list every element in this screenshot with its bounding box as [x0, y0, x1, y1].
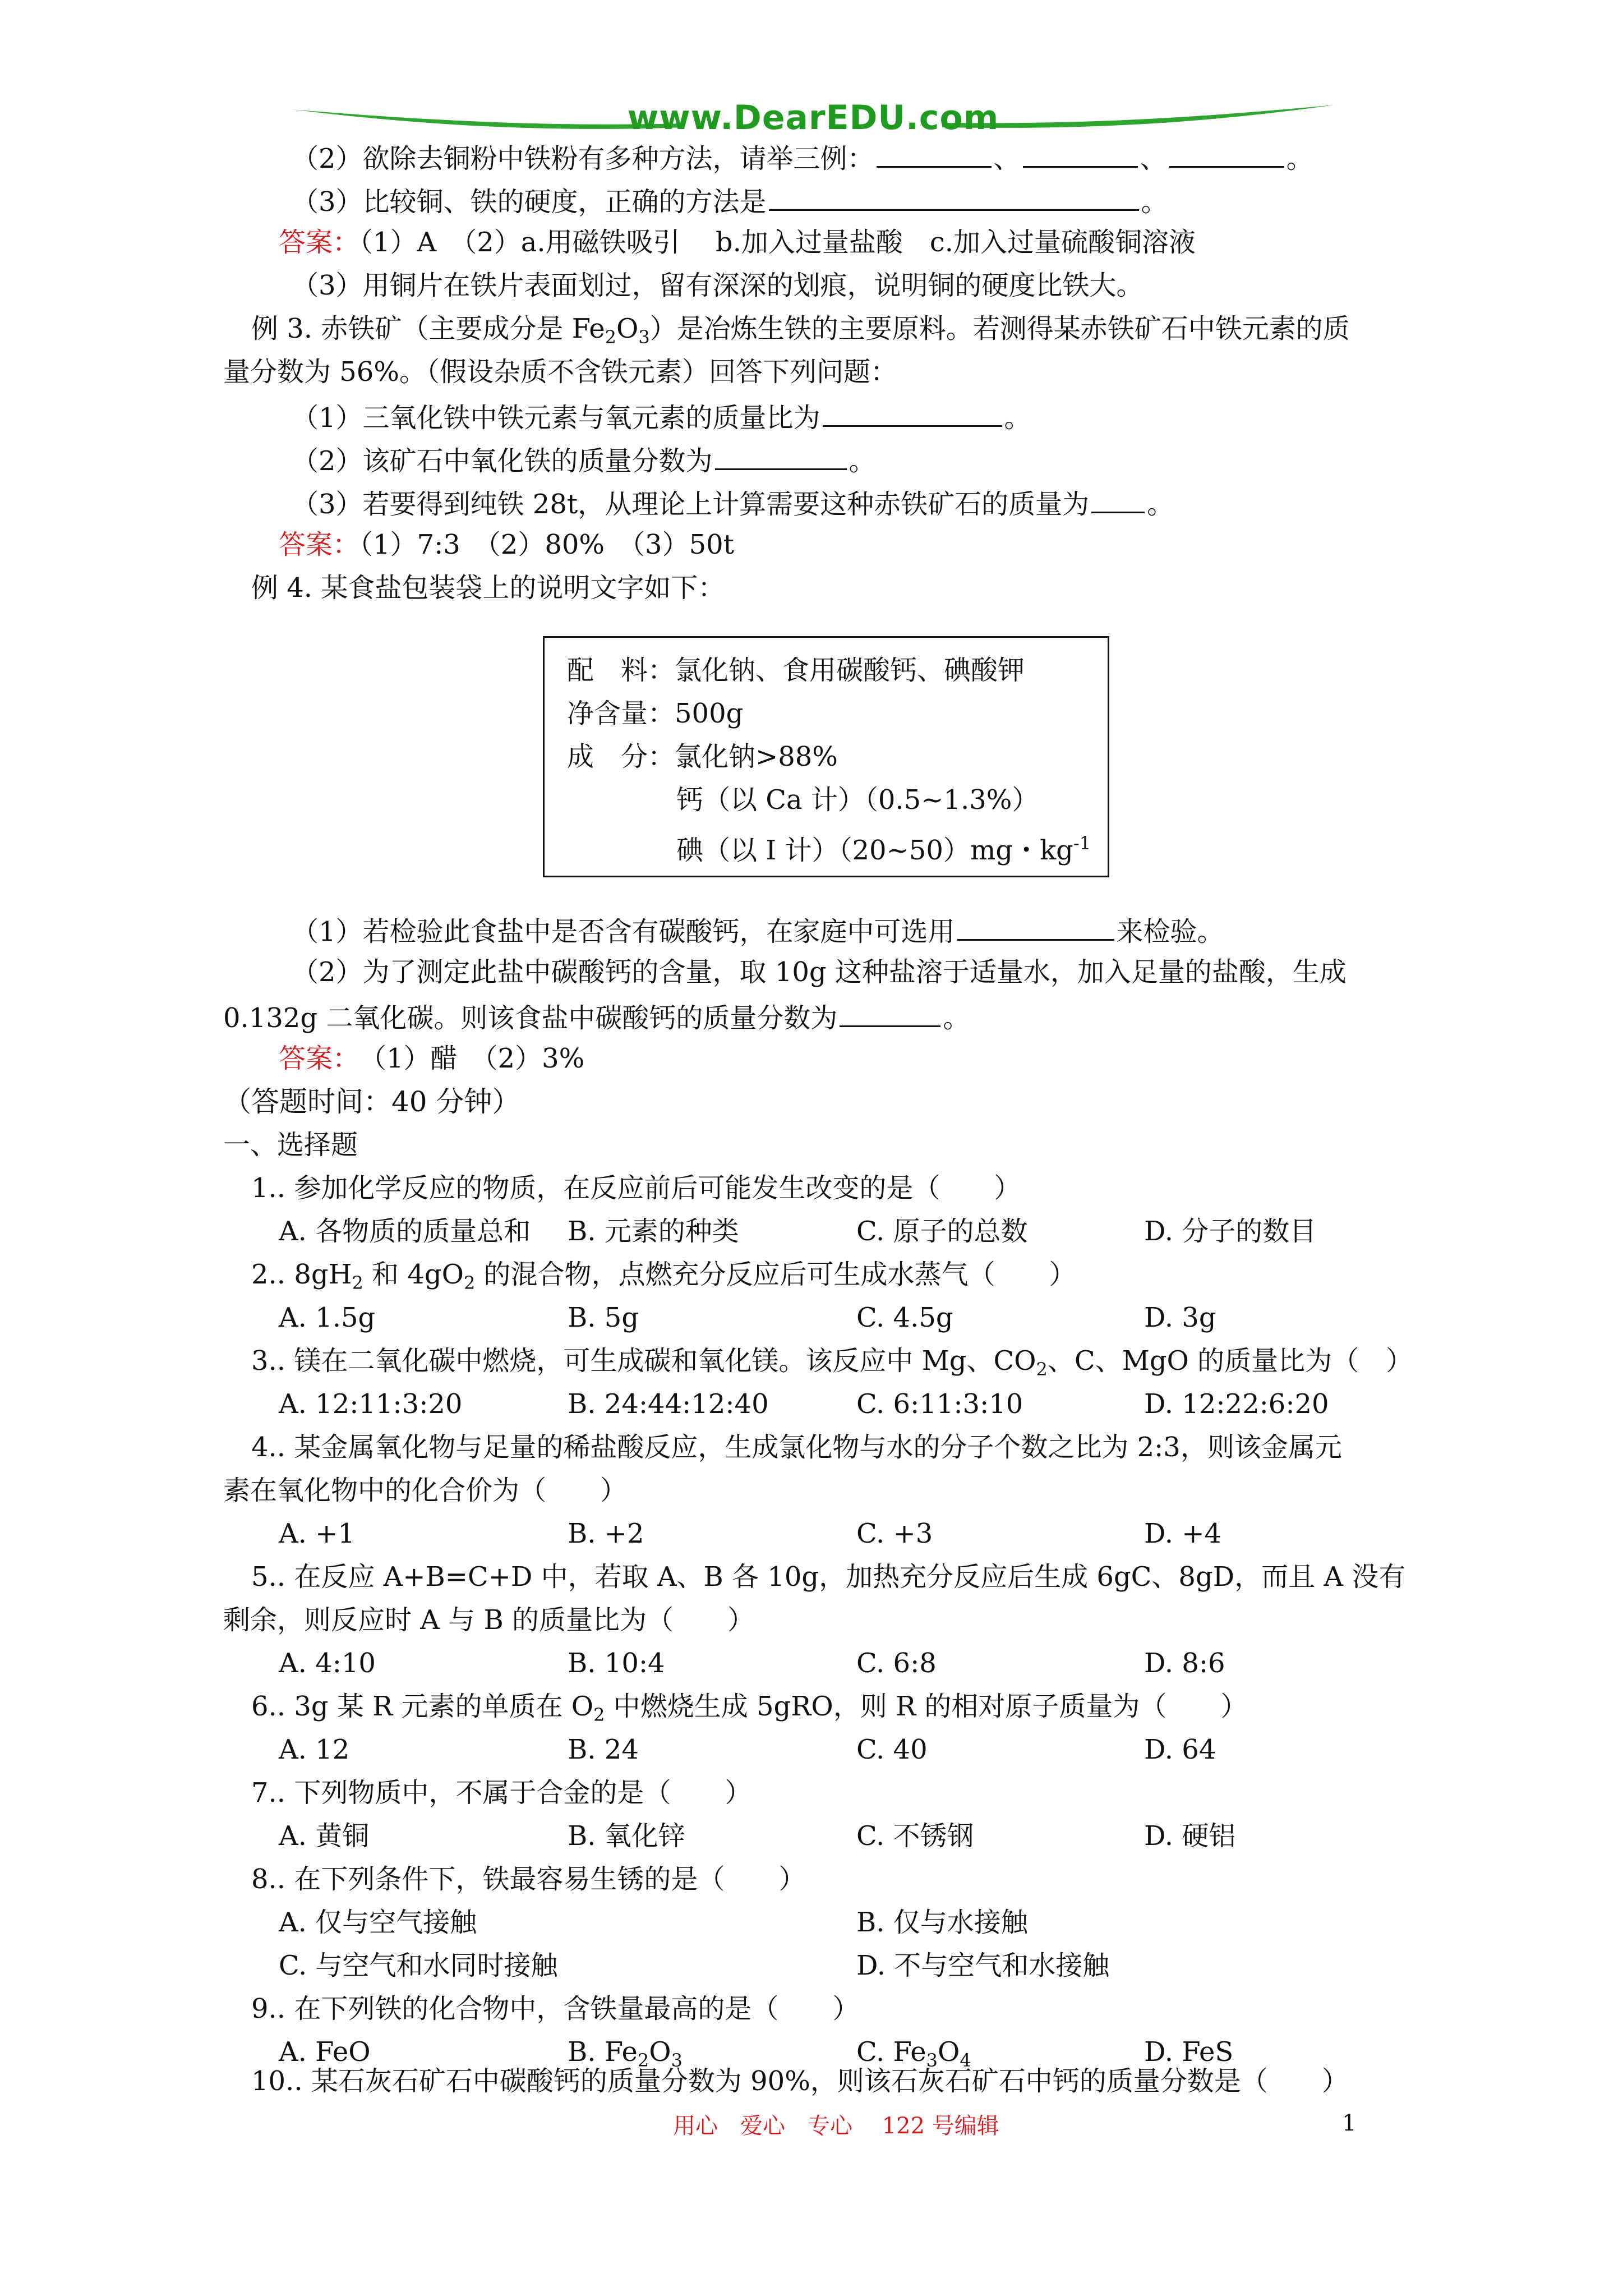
ex4-answer: 答案： （1）醋 （2）3%: [279, 1043, 585, 1074]
question-6-options: [279, 1733, 1513, 1766]
option-d: D. 3g: [1144, 1302, 1216, 1333]
answer-label: 答案：: [279, 529, 360, 560]
option-c: C. $Fe_3O_4$: [856, 2036, 971, 2071]
label-iodine: 碘（以 I 计）（20~50）mg・$kg^{-1}$: [676, 832, 1091, 866]
question-4-stem-2: 素在氧化物中的化合价为（ ）: [223, 1475, 628, 1506]
question-4-stem: 4.. 某金属氧化物与足量的稀盐酸反应，生成氯化物与水的分子个数之比为 2:3，则该金属元: [251, 1432, 1342, 1463]
ex4-intro: 例 4. 某食盐包装袋上的说明文字如下：: [251, 572, 725, 604]
option-d: D. 硬铝: [1144, 1820, 1236, 1852]
question-2-options: [279, 1301, 1513, 1335]
option-a: A. 仅与空气接触: [279, 1907, 477, 1938]
option-d: D. +4: [1144, 1518, 1222, 1549]
option-a: A. 4:10: [279, 1648, 376, 1679]
question-1-options: [279, 1214, 1513, 1248]
option-b: B. 10:4: [568, 1648, 665, 1679]
label-composition: 成 分：氯化钠>88%: [567, 741, 838, 772]
question-8-stem: 8.. 在下列条件下，铁最容易生锈的是（ ）: [251, 1864, 806, 1895]
option-a: A. 12:11:3:20: [279, 1388, 463, 1420]
option-b: B. +2: [568, 1518, 644, 1549]
option-a: A. FeO: [279, 2036, 371, 2068]
salt-label-box: [543, 636, 1109, 877]
ex3-question-2: （2）该矿石中氧化铁的质量分数为 。: [292, 441, 876, 478]
option-b: B. 24: [568, 1734, 639, 1765]
answer-label: 答案：: [279, 1043, 347, 1074]
option-a: A. 黄铜: [279, 1820, 370, 1852]
option-c: C. 6:8: [856, 1648, 937, 1679]
option-b: B. 氧化锌: [568, 1820, 685, 1852]
question-9-stem: 9.. 在下列铁的化合物中，含铁量最高的是（ ）: [251, 1993, 860, 2024]
question-1-stem: 1.. 参加化学反应的物质，在反应前后可能发生改变的是（ ）: [251, 1172, 1021, 1204]
answer-label: 答案：: [279, 227, 360, 258]
ex3-question-1: （1）三氧化铁中铁元素与氧元素的质量比为 。: [292, 398, 1031, 435]
option-c: C. 4.5g: [856, 1302, 953, 1333]
ex2-answer-2: （3）用铜片在铁片表面划过，留有深深的划痕，说明铜的硬度比铁大。: [292, 270, 1144, 301]
option-d: D. 12:22:6:20: [1144, 1388, 1329, 1420]
question-8-options-cd: [279, 1949, 1513, 1982]
option-b: B. 仅与水接触: [856, 1907, 1028, 1938]
ex2-question-2: （2）欲除去铜粉中铁粉有多种方法，请举三例： 、 、 。: [292, 139, 1313, 176]
question-3-stem: 3.. 镁在二氧化碳中燃烧，可生成碳和氧化镁。该反应中 Mg、$CO_2$、C、MgO 的质量比为（ ）: [251, 1345, 1413, 1380]
ex4-question-1: （1）若检验此食盐中是否含有碳酸钙，在家庭中可选用 来检验。: [292, 912, 1224, 949]
question-9-options: [279, 2035, 1513, 2069]
option-c: C. +3: [856, 1518, 933, 1549]
option-b: B. 24:44:12:40: [568, 1388, 769, 1420]
ex4-question-2: （2）为了测定此盐中碳酸钙的含量，取 10g 这种盐溶于适量水，加入足量的盐酸，生成: [292, 956, 1347, 988]
option-d: D. FeS: [1144, 2036, 1234, 2068]
option-c: C. 6:11:3:10: [856, 1388, 1023, 1420]
question-8-options-ab: [279, 1906, 1513, 1939]
label-calcium: 钙（以 Ca 计）（0.5~1.3%）: [676, 784, 1039, 816]
question-7-options: [279, 1819, 1513, 1853]
option-a: A. 1.5g: [279, 1302, 376, 1333]
option-b: B. $Fe_2O_3$: [568, 2036, 683, 2071]
ex3-stem-2: 量分数为 56%。（假设杂质不含铁元素）回答下列问题：: [223, 356, 897, 388]
question-4-options: [279, 1517, 1513, 1550]
ex2-answer: 答案：（1）A （2）a.用磁铁吸引 b.加入过量盐酸 c.加入过量硫酸铜溶液: [279, 227, 1196, 258]
label-ingredients: 配 料：氯化钠、食用碳酸钙、碘酸钾: [567, 655, 1025, 686]
option-b: B. 元素的种类: [568, 1216, 739, 1247]
footer-text: 用心 爱心 专心 122 号编辑: [673, 2113, 999, 2139]
option-b: B. 5g: [568, 1302, 639, 1333]
question-5-stem-2: 剩余，则反应时 A 与 B 的质量比为（ ）: [223, 1604, 754, 1636]
label-net-content: 净含量：500g: [567, 698, 744, 729]
section-title: 一、选择题: [223, 1129, 358, 1161]
question-3-options: [279, 1387, 1513, 1421]
option-d: D. 不与空气和水接触: [856, 1950, 1110, 1981]
ex3-question-3: （3）若要得到纯铁 28t，从理论上计算需要这种赤铁矿石的质量为 。: [292, 485, 1174, 521]
ex4-question-2b: 0.132g 二氧化碳。则该食盐中碳酸钙的质量分数为 。: [223, 999, 970, 1035]
option-a: A. +1: [279, 1518, 355, 1549]
question-10-stem: 10.. 某石灰石矿石中碳酸钙的质量分数为 90%，则该石灰石矿石中钙的质量分数是（ ）: [251, 2065, 1349, 2097]
option-a: A. 各物质的质量总和: [279, 1216, 531, 1247]
question-5-options: [279, 1646, 1513, 1680]
site-banner: [292, 93, 1335, 143]
option-c: C. 40: [856, 1734, 928, 1765]
option-c: C. 与空气和水同时接触: [279, 1950, 558, 1981]
ex3-stem: 例 3. 赤铁矿（主要成分是 $Fe_2O_3$）是冶炼生铁的主要原料。若测得某赤铁矿石中铁元素的质: [251, 313, 1350, 348]
site-url: www.DearEDU.com: [627, 98, 999, 137]
question-7-stem: 7.. 下列物质中，不属于合金的是（ ）: [251, 1777, 752, 1809]
option-d: D. 8:6: [1144, 1648, 1225, 1679]
ex3-answer: 答案：（1）7:3 （2）80% （3）50t: [279, 529, 734, 560]
ex2-question-3: （3）比较铜、铁的硬度，正确的方法是 。: [292, 182, 1168, 219]
option-a: A. 12: [279, 1734, 350, 1765]
option-c: C. 原子的总数: [856, 1216, 1028, 1247]
question-6-stem: 6.. 3g 某 R 元素的单质在 $O_2$ 中燃烧生成 5gRO，则 R 的相对原子质量为（ ）: [251, 1691, 1248, 1726]
page-number: 1: [1342, 2110, 1357, 2136]
option-c: C. 不锈钢: [856, 1820, 974, 1852]
option-d: D. 64: [1144, 1734, 1216, 1765]
question-2-stem: 2.. $8gH_2$ 和 $4gO_2$ 的混合物，点燃充分反应后可生成水蒸气（ ）: [251, 1259, 1076, 1294]
question-5-stem: 5.. 在反应 A+B=C+D 中，若取 A、B 各 10g，加热充分反应后生成 6gC、8gD，而且 A 没有: [251, 1561, 1406, 1593]
answer-time: （答题时间：40 分钟）: [223, 1085, 520, 1118]
option-d: D. 分子的数目: [1144, 1216, 1317, 1247]
